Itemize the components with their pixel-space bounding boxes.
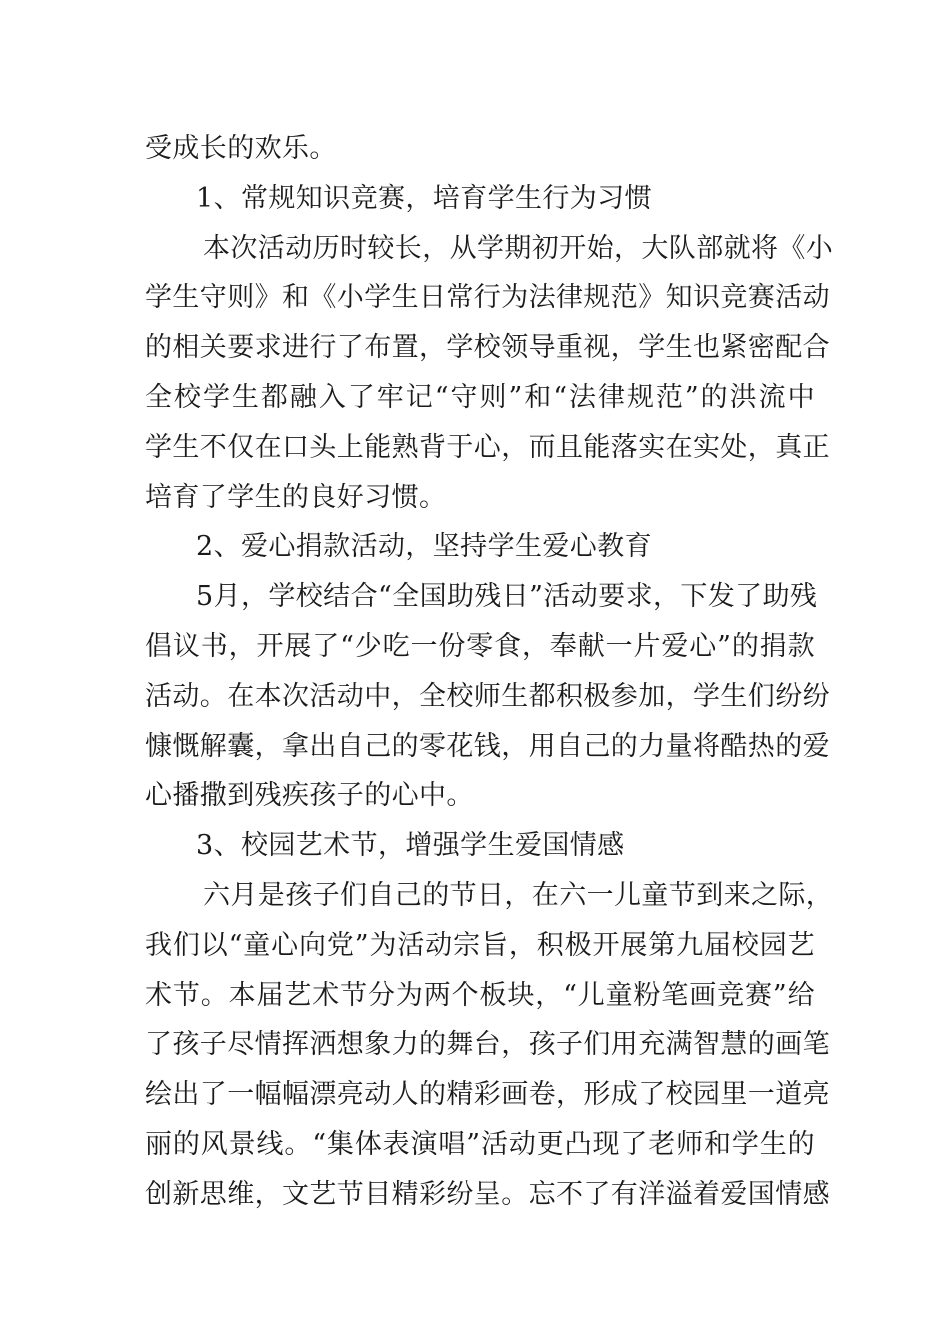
body-line: 本次活动历时较长，从学期初开始，大队部就将《小 (203, 233, 834, 264)
body-line: 的相关要求进行了布置，学校领导重视，学生也紧密配合 (145, 332, 830, 363)
section-heading-1: 1、常规知识竞赛，培育学生行为习惯 (196, 183, 652, 214)
body-line: 慷慨解囊，拿出自己的零花钱，用自己的力量将酷热的爱 (145, 731, 830, 762)
body-line: 术节。本届艺术节分为两个板块，“儿童粉笔画竞赛”给 (145, 980, 815, 1011)
body-line: 六月是孩子们自己的节日，在六一儿童节到来之际， (203, 880, 834, 911)
body-line: 丽的风景线。“集体表演唱”活动更凸现了老师和学生的 (145, 1129, 815, 1160)
body-line: 活动。在本次活动中，全校师生都积极参加，学生们纷纷 (145, 681, 830, 712)
body-line: 全校学生都融入了牢记“守则”和“法律规范”的洪流中 (145, 382, 815, 413)
body-line: 心播撒到残疾孩子的心中。 (145, 780, 474, 811)
body-line: 了孩子尽情挥洒想象力的舞台，孩子们用充满智慧的画笔 (145, 1029, 830, 1060)
body-line: 培育了学生的良好习惯。 (145, 482, 447, 513)
body-line: 学生不仅在口头上能熟背于心，而且能落实在实处，真正 (145, 432, 830, 463)
body-line: 5月，学校结合“全国助残日”活动要求，下发了助残 (196, 581, 818, 612)
paragraph-continuation-line: 受成长的欢乐。 (145, 133, 337, 164)
body-line: 绘出了一幅幅漂亮动人的精彩画卷，形成了校园里一道亮 (145, 1079, 830, 1110)
section-heading-3: 3、校园艺术节，增强学生爱国情感 (196, 830, 625, 861)
body-line: 倡议书，开展了“少吃一份零食，奉献一片爱心”的捐款 (145, 631, 815, 662)
body-line: 我们以“童心向党”为活动宗旨，积极开展第九届校园艺 (145, 930, 815, 961)
body-line: 学生守则》和《小学生日常行为法律规范》知识竞赛活动 (145, 282, 830, 313)
body-line: 创新思维，文艺节目精彩纷呈。忘不了有洋溢着爱国情感 (145, 1179, 830, 1210)
section-heading-2: 2、爱心捐款活动，坚持学生爱心教育 (196, 531, 652, 562)
